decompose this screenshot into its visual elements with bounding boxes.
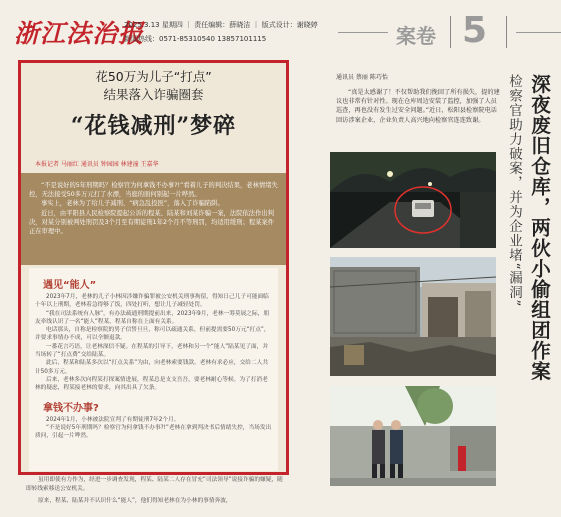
body-paragraph: 后来，老林多次向程某打探案情进展，程某总是支支吾吾，要老林耐心等候。为了打消老林的疑虑，程某接老林的要求，向其出具了欠条。 — [35, 376, 268, 392]
right-article-byline: 通讯员 蔡丽 陈巧怡 — [336, 74, 388, 81]
lead-paragraph: 近日，由平阳县人民检察院提起公诉的程某、陆某和刘某诈骗一案，法院依法作出判决，对某分别被判处刑罚及3个月至有期徒刑1年2个月不等刑罚，均适用缓刑；程某案件正在审理中。 — [29, 209, 275, 236]
page-number: 5 — [462, 10, 488, 51]
section-heading: 遇见“能人” — [43, 280, 97, 291]
right-article-subtitle: 检察官助力破案，并为企业堵“漏洞” — [506, 74, 522, 308]
body-paragraph: 2024年1月，小林被法院宣判了有期徒刑7年2个月。 — [46, 416, 180, 423]
newspaper-logo: 浙江法治报 — [14, 19, 145, 48]
article-body — [29, 268, 278, 471]
section-name: 案卷 — [396, 24, 436, 48]
section-heading: 拿钱不办事? — [43, 402, 99, 414]
right-article-lead: “真是太感谢了！不仅帮助我们挽回了所有损失，提的建议也非常有针对性。现在仓库周边安装了监控，加强了人员巡查，再也没有发生过安全问题。”近日，松阳县检察院电话回访涉案企业，企业负责人高兴地向检察官连连致谢。 — [336, 89, 500, 124]
issue-info-line: 2025.3.13 星期四 ｜ 责任编辑：薛晓洁 ｜ 版式设计：谢晓婷 — [124, 21, 318, 29]
body-paragraph: “我在司法系统有人脉”，有办法疏通刑期提前出来，2023年9月，老林一筹莫展之际，朋友牵线认识了一名“能人”程某，程某自称在上面有关系。 — [35, 310, 270, 325]
right-article-title: 深夜废旧仓库，两伙小偷组团作案 — [528, 74, 551, 382]
lead-summary-box — [21, 173, 286, 265]
night-warehouse-surveillance-photo — [330, 152, 496, 248]
body-paragraph: 此后，程某和陆某多次以“打点关系”为由，向老林索要钱款。老林有求必应，交给二人共计50多万元。 — [35, 360, 269, 375]
fenced-warehouse-photo — [330, 257, 496, 376]
lead-paragraph: 事实上，老林为了给儿子减刑、“病急乱投医”，落入了诈骗陷阱。 — [41, 200, 224, 208]
continued-paragraph: 虽用即使有力作为，经进一步调查发现，程某、陆某二人存在冒充“司法领导”说接诈骗的嫌疑，随即转线索移送公安机关。 — [26, 477, 283, 492]
prosecutors-at-warehouse-photo — [330, 386, 496, 486]
headline-main: “花钱减刑”梦碎 — [70, 113, 237, 139]
news-hotline: 新闻热线：0571-85310540 13857101115 — [124, 35, 267, 43]
headline-subtitle: 结果落入诈骗圈套 — [103, 87, 204, 102]
continued-paragraph: 原来，程某、陆某并不认识什么“能人”，他们得知老林在为小林的事情奔波， — [38, 498, 232, 504]
body-paragraph: 一番花言巧语，让老林深信不疑。在程某的引导下，老林和另一个“能人”陆某见了面，并当场转了“打点费”交给陆某。 — [35, 343, 269, 359]
body-paragraph: “不是说好5年刑期吗？检察官为何拿钱不办事?!”老林在拿到判决书后情绪失控，当场发出质问，引起一片哗然。 — [35, 424, 272, 440]
headline-kicker: 花50万为儿子“打点” — [95, 69, 212, 84]
section-divider-right — [506, 16, 507, 48]
section-rule-right — [516, 32, 561, 33]
left-article-highlighted[interactable] — [18, 60, 289, 475]
section-rule-left — [338, 32, 388, 33]
article-byline: 本报记者 马丽红 通讯员 钟园园 林建潼 王嘉华 — [35, 161, 159, 168]
section-divider — [450, 16, 451, 48]
lead-paragraph: “不是说好的5年刑期吗？检察官为何拿钱不办事?!”看着儿子的判决结果，老林情绪失控，无法接受50多万元打了水漂，当庭的面何别起一片哗然。 — [29, 182, 278, 199]
body-paragraph: 2023年7月，老林的儿子小林因涉嫌诈骗罪被公安机关刑事拘留，得知日己儿子可能面临十年以上刑期，老林着急得够了饭，四处打听，想让儿子减轻处罚。 — [35, 294, 269, 309]
body-paragraph: 电话那头，自称是检察院的男子信誓旦旦，称可以疏通关系，但前提需要50万元“打点”，并要求事情办不成，可以全额退款。 — [35, 327, 270, 342]
